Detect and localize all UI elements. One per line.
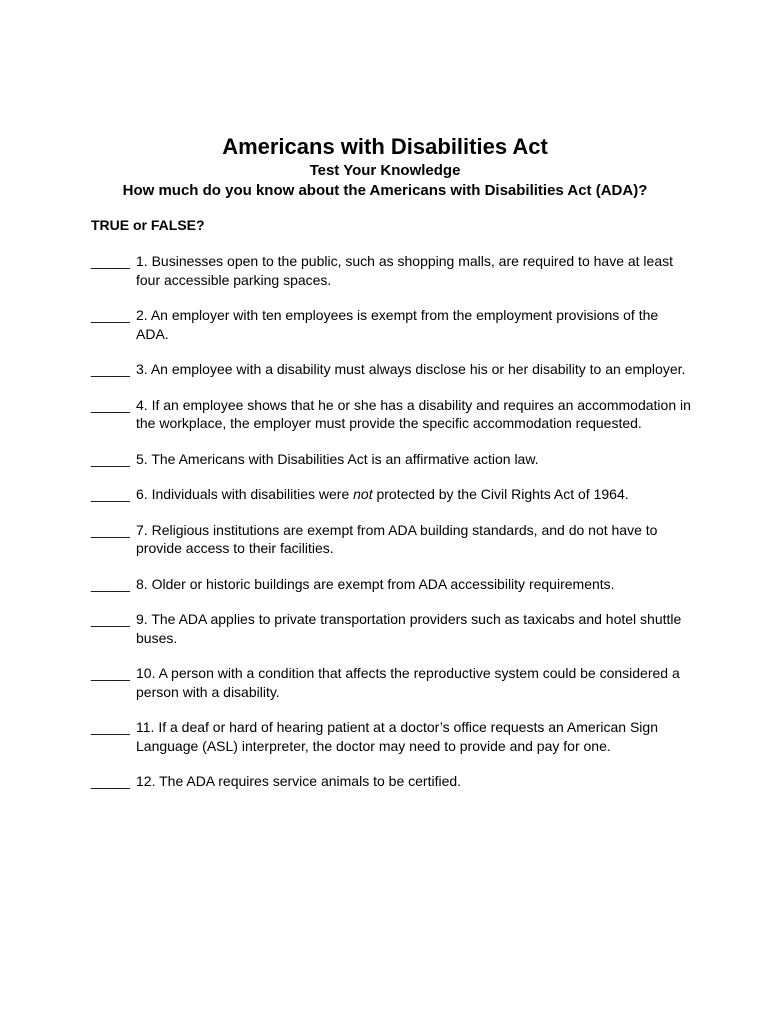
question-number: 7.	[136, 521, 148, 538]
answer-blank: _____	[91, 611, 130, 627]
question-body: If a deaf or hard of hearing patient at a doctor’s office requests an American Sign Language (ASL) interpreter, the doctor may need to provide and pay for one.	[136, 719, 658, 754]
question-number: 6.	[136, 486, 148, 502]
answer-blank: _____	[91, 665, 130, 681]
question-body: Religious institutions are exempt from ADA building standards, and do not have to provide access to their facilities.	[136, 521, 658, 556]
question-text	[136, 485, 691, 504]
question-item-10	[91, 664, 691, 701]
question-item-3	[91, 360, 691, 379]
section-label: TRUE or FALSE?	[91, 217, 205, 233]
question-body: An employer with ten employees is exempt from the employment provisions of the ADA.	[136, 307, 659, 342]
question-item-7	[91, 521, 691, 558]
document-title: Americans with Disabilities Act	[222, 134, 548, 159]
question-body-emphasis: not	[353, 486, 373, 502]
question-list	[91, 252, 691, 808]
question-item-2	[91, 306, 691, 343]
answer-blank: _____	[91, 361, 130, 377]
question-item-12	[91, 772, 691, 791]
question-body-after: protected by the Civil Rights Act of 1964.	[372, 486, 629, 502]
question-number: 2.	[136, 307, 148, 323]
question-number: 5.	[136, 450, 148, 467]
answer-blank: _____	[91, 521, 130, 538]
question-item-11	[91, 718, 691, 755]
question-text	[136, 306, 691, 343]
question-body: If an employee shows that he or she has a disability and requires an accommodation in the workplace, the employer must provide the specific accommodation requested.	[136, 396, 691, 431]
question-number: 8.	[136, 575, 148, 592]
question-item-6	[91, 485, 691, 504]
document-subtitle: Test Your Knowledge	[309, 162, 461, 179]
question-number: 3.	[136, 361, 148, 377]
question-number: 9.	[136, 611, 148, 627]
question-body: Businesses open to the public, such as shopping malls, are required to have at least four accessible parking spaces.	[136, 253, 674, 288]
question-text	[136, 610, 691, 647]
document-question: How much do you know about the Americans with Disabilities Act (ADA)?	[122, 182, 648, 199]
answer-blank: _____	[91, 773, 130, 789]
question-text	[136, 575, 691, 594]
question-body: An employee with a disability must always disclose his or her disability to an employer.	[150, 361, 686, 377]
question-text	[136, 360, 691, 379]
question-body: The ADA requires service animals to be certified.	[159, 773, 462, 789]
question-number: 10.	[136, 665, 156, 681]
answer-blank: _____	[91, 396, 130, 413]
question-item-1	[91, 252, 691, 289]
question-number: 12.	[136, 773, 156, 789]
question-item-5	[91, 450, 691, 469]
question-number: 11.	[136, 719, 155, 735]
question-body: The ADA applies to private transportation providers such as taxicabs and hotel shuttle buses.	[136, 611, 682, 646]
question-item-9	[91, 610, 691, 647]
question-text	[136, 521, 691, 558]
question-text	[136, 718, 691, 755]
question-text	[136, 396, 691, 433]
question-number: 1.	[136, 253, 148, 269]
answer-blank: _____	[91, 450, 130, 467]
answer-blank: _____	[91, 575, 130, 592]
question-text	[136, 664, 691, 701]
question-body: The Americans with Disabilities Act is an affirmative action law.	[151, 450, 539, 467]
question-text	[136, 252, 691, 289]
question-body: A person with a condition that affects the reproductive system could be considered a person with a disability.	[136, 665, 680, 700]
answer-blank: _____	[91, 307, 130, 323]
question-body: Older or historic buildings are exempt from ADA accessibility requirements.	[151, 575, 615, 592]
question-body-before: Individuals with disabilities were	[151, 486, 354, 502]
answer-blank: _____	[91, 719, 130, 735]
question-text	[136, 772, 691, 791]
question-number: 4.	[136, 396, 148, 413]
question-text	[136, 450, 691, 469]
document-header	[0, 133, 770, 201]
question-item-8	[91, 575, 691, 594]
answer-blank: _____	[91, 253, 130, 269]
answer-blank: _____	[91, 486, 130, 502]
question-item-4	[91, 396, 691, 433]
